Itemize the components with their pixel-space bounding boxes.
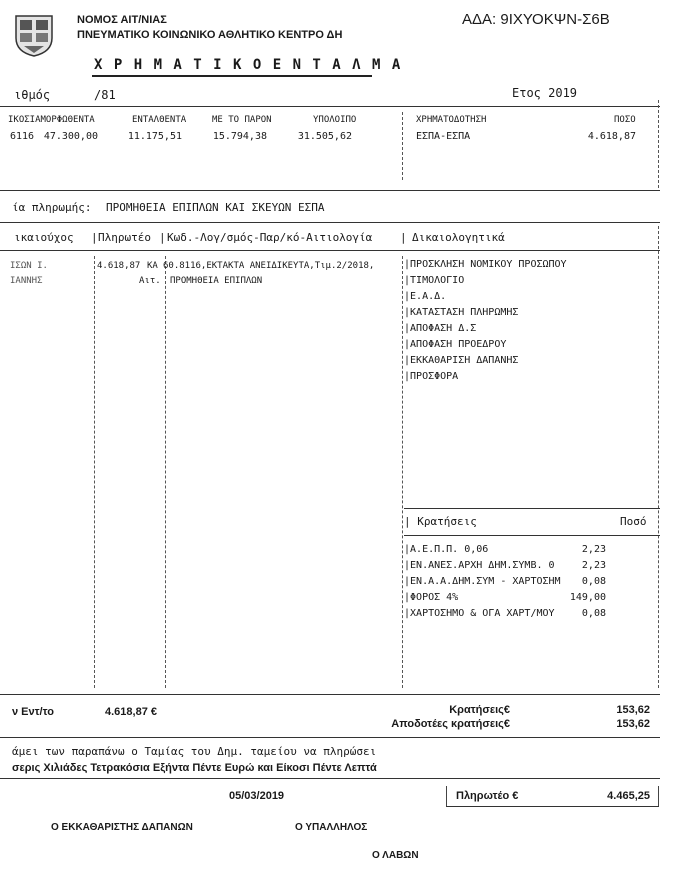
row-prefix-ka: ΚΑ	[147, 261, 158, 271]
column-divider-1	[94, 256, 95, 688]
deduction-label: ΧΑΡΤΟΣΗΜΟ & ΟΓΑ ΧΑΡΤ/ΜΟΥ	[410, 608, 555, 619]
deduction-label: ΕΝ.ΑΝΕΣ.ΑΡΧΗ ΔΗΜ.ΣΥΜΒ. 0	[410, 560, 555, 571]
document-item: |ΑΠΟΦΑΣΗ ΠΡΟΕΔΡΟΥ	[404, 339, 507, 350]
deduction-amount: 0,08	[581, 608, 606, 619]
remitted-deductions-value: 153,62	[616, 718, 650, 730]
row-cause-line: ΠΡΟΜΗΘΕΙΑ ΕΠΙΠΛΩΝ	[170, 276, 263, 286]
document-item-label: ΑΠΟΦΑΣΗ Δ.Σ	[410, 323, 477, 334]
column-divider-3	[402, 256, 403, 688]
header-documents: Δικαιολογητικά	[412, 231, 505, 244]
document-title: Χ Ρ Η Μ Α Τ Ι Κ Ο Ε Ν Τ Α Λ Μ Α	[94, 57, 402, 73]
payable-box-bottom	[446, 806, 659, 807]
budget-bottom-rule	[0, 190, 660, 191]
org-line-1: ΝΟΜΟΣ ΑΙΤ/ΝΙΑΣ	[77, 14, 167, 26]
beneficiary-line-2: ΙΑΝΝΗΣ	[10, 276, 43, 286]
document-item: |ΕΚΚΑΘΑΡΙΣΗ ΔΑΠΑΝΗΣ	[404, 355, 519, 366]
funding-source: ΕΣΠΑ-ΕΣΠΑ	[416, 131, 471, 142]
totals-top-rule	[0, 694, 660, 695]
signature-receiver: Ο ΛΑΒΩΝ	[372, 850, 419, 861]
row-prefix-ait: Αιτ.	[139, 276, 161, 286]
header-payable: Πληρωτέο	[98, 231, 151, 244]
document-item: |ΠΡΟΣΦΟΡΑ	[404, 371, 459, 382]
funding-amount: 4.618,87	[587, 131, 636, 142]
deduction-amount: 0,08	[581, 576, 606, 587]
table-header-rule	[0, 250, 660, 251]
final-payable-label: Πληρωτέο €	[456, 790, 519, 802]
funding-header: ΧΡΗΜΑΤΟΔΟΤΗΣΗ	[416, 115, 487, 125]
budget-header-remaining: ΥΠΟΛΟΙΠΟ	[313, 115, 357, 125]
ada-code: ΑΔΑ: 9ΙΧΥΟΚΨΝ-Σ6Β	[462, 11, 610, 28]
deduction-row: |ΕΝ.Α.Α.ΔΗΜ.ΣΥΜ - ΧΑΡΤΟΣΗΜ	[404, 576, 561, 587]
deduction-label: Α.Ε.Π.Π. 0,06	[410, 544, 489, 555]
payable-box-right	[658, 786, 659, 806]
deduction-row: |ΕΝ.ΑΝΕΣ.ΑΡΧΗ ΔΗΜ.ΣΥΜΒ. 0	[404, 560, 555, 571]
remitted-deductions-label: Αποδοτέες κρατήσεις€	[391, 718, 510, 730]
budget-value-current: 15.794,38	[212, 131, 267, 142]
document-item-label: ΠΡΟΣΚΛΗΣΗ ΝΟΜΙΚΟΥ ΠΡΟΣΩΠΟΥ	[410, 259, 567, 270]
budget-header-ordered: ΕΝΤΑΛΘΕΝΤΑ	[132, 115, 187, 125]
deduction-label: ΕΝ.Α.Α.ΔΗΜ.ΣΥΜ - ΧΑΡΤΟΣΗΜ	[410, 576, 561, 587]
number-value: /81	[94, 88, 116, 102]
number-label: ιθμός	[14, 88, 51, 102]
deduction-amount: 2,23	[581, 544, 606, 555]
budget-right-border	[658, 100, 659, 188]
deductions-total-label: Κρατήσεις€	[449, 704, 510, 716]
row-payable: 4.618,87	[97, 261, 141, 271]
total-label: ν Εντ/το	[12, 706, 54, 718]
title-underline	[92, 75, 372, 77]
column-divider-2	[165, 256, 166, 688]
payment-purpose-label: ία πληρωμής:	[12, 201, 92, 214]
document-item-label: ΠΡΟΣΦΟΡΑ	[410, 371, 459, 382]
org-line-2: ΠΝΕΥΜΑΤΙΚΟ ΚΟΙΝΩΝΙΚΟ ΑΘΛΗΤΙΚΟ ΚΕΝΤΡΟ ΔΗ	[77, 29, 343, 41]
funding-amount-header: ΠΟΣΟ	[614, 115, 636, 125]
budget-value-modified: 47.300,00	[43, 131, 98, 142]
document-item-label: ΤΙΜΟΛΟΓΙΟ	[410, 275, 465, 286]
purpose-rule	[0, 222, 660, 223]
header-code-cause: Κωδ.-Λογ/σμός-Παρ/κό-Αιτιολογία	[167, 231, 373, 244]
document-item-label: Ε.Α.Δ.	[410, 291, 447, 302]
instruction-line-2: σερις Χιλιάδες Τετρακόσια Εξήντα Πέντε Ευρώ και Είκοσι Πέντε Λεπτά	[12, 762, 377, 774]
budget-code: 6116	[10, 131, 35, 142]
signature-clearer: Ο ΕΚΚΑΘΑΡΙΣΤΗΣ ΔΑΠΑΝΩΝ	[51, 822, 193, 833]
coat-of-arms-logo	[10, 10, 58, 58]
deductions-total-value: 153,62	[616, 704, 650, 716]
header-divider-3: |	[400, 231, 407, 244]
document-item-label: ΚΑΤΑΣΤΑΣΗ ΠΛΗΡΩΜΗΣ	[410, 307, 519, 318]
document-item-label: ΑΠΟΦΑΣΗ ΠΡΟΕΔΡΟΥ	[410, 339, 507, 350]
deduction-row: |Α.Ε.Π.Π. 0,06	[404, 544, 489, 555]
row-code-line: 60.8116,ΕΚΤΑΚΤΑ ΑΝΕΙΔΙΚΕΥΤΑ,Τιμ.2/2018,	[163, 261, 375, 271]
instruction-line-1: άμει των παραπάνω ο Ταμίας του Δημ. ταμείου να πληρώσει	[12, 745, 377, 758]
budget-header-modified: ΙΚΟΣΙΑΜΟΡΦΩΘΕΝΤΑ	[8, 115, 95, 125]
year-label: Ετος 2019	[512, 86, 578, 100]
header-divider-2: |	[159, 231, 166, 244]
deductions-header-amount: Ποσό	[620, 515, 647, 528]
budget-funding-divider	[402, 112, 403, 180]
deduction-row: |ΧΑΡΤΟΣΗΜΟ & ΟΓΑ ΧΑΡΤ/ΜΟΥ	[404, 608, 555, 619]
document-item: |Ε.Α.Δ.	[404, 291, 447, 302]
deduction-row: |ΦΟΡΟΣ 4%	[404, 592, 459, 603]
budget-header-current: ΜΕ ΤΟ ΠΑΡΟΝ	[212, 115, 272, 125]
totals-bottom-rule	[0, 737, 660, 738]
header-beneficiary: ικαιούχος	[14, 231, 74, 244]
signature-clerk: Ο ΥΠΑΛΛΗΛΟΣ	[295, 822, 368, 833]
budget-top-rule	[0, 106, 660, 107]
document-item-label: ΕΚΚΑΘΑΡΙΣΗ ΔΑΠΑΝΗΣ	[410, 355, 519, 366]
table-right-border	[658, 226, 659, 688]
budget-value-ordered: 11.175,51	[127, 131, 182, 142]
total-value: 4.618,87 €	[105, 706, 157, 718]
budget-value-remaining: 31.505,62	[297, 131, 352, 142]
issue-date: 05/03/2019	[229, 790, 285, 802]
payment-purpose-text: ΠΡΟΜΗΘΕΙΑ ΕΠΙΠΛΩΝ ΚΑΙ ΣΚΕΥΩΝ ΕΣΠΑ	[106, 201, 325, 214]
header-divider-1: |	[91, 231, 98, 244]
document-item: |ΚΑΤΑΣΤΑΣΗ ΠΛΗΡΩΜΗΣ	[404, 307, 519, 318]
final-payable-value: 4.465,25	[607, 790, 650, 802]
beneficiary-line-1: ΙΣΩΝ Ι.	[10, 261, 48, 271]
deduction-amount: 149,00	[569, 592, 606, 603]
document-item: |ΑΠΟΦΑΣΗ Δ.Σ	[404, 323, 477, 334]
document-item: |ΠΡΟΣΚΛΗΣΗ ΝΟΜΙΚΟΥ ΠΡΟΣΩΠΟΥ	[404, 259, 567, 270]
payable-box-left	[446, 786, 447, 806]
deductions-top-rule	[404, 508, 660, 509]
document-item: |ΤΙΜΟΛΟΓΙΟ	[404, 275, 465, 286]
instruction-rule	[0, 778, 660, 779]
deduction-label: ΦΟΡΟΣ 4%	[410, 592, 459, 603]
deduction-amount: 2,23	[581, 560, 606, 571]
deductions-header-label: | Κρατήσεις	[404, 515, 477, 528]
deductions-header-rule	[404, 535, 660, 536]
